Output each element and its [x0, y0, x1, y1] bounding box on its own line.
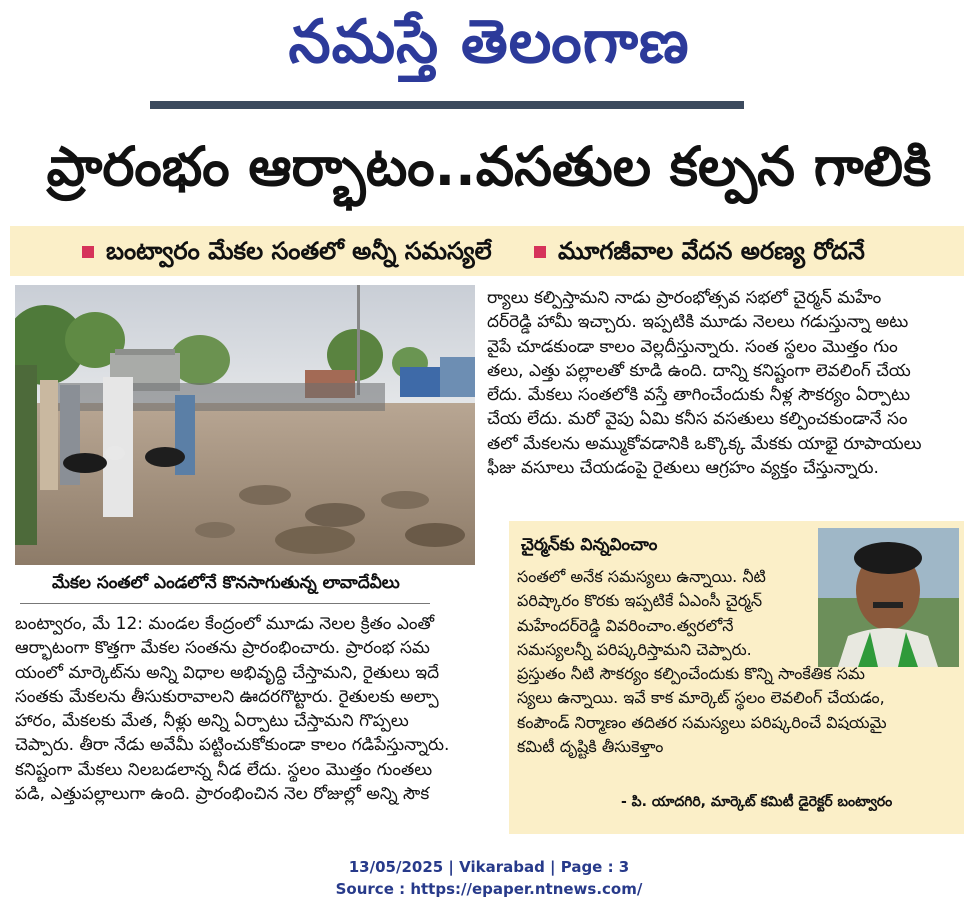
- newspaper-logo: నమస్తే తెలంగాణ: [288, 7, 690, 77]
- body-line: హారం, మేకలకు మేత, నీళ్లు అన్ని ఏర్పాటు చేస్తామని గొప్పలు: [15, 711, 409, 732]
- quote-attribution: - పి. యాదగిరి, మార్కెట్ కమిటీ డైరెక్టర్ బంట్వారం: [621, 794, 893, 810]
- quote-line: కమిటీ దృష్టికి తీసుకెళ్తాం: [517, 737, 664, 757]
- subhead-band: [10, 226, 964, 276]
- quote-line: మహేందర్‌రెడ్డి వివరించాం.త్వరలోనే: [517, 615, 734, 635]
- body-line: తలు, ఎత్తు పల్లాలతో కూడి ఉంది. దాన్ని కనిష్టంగా లెవలింగ్ చేయ: [487, 360, 911, 381]
- quote-line: సంతలో అనేక సమస్యలు ఉన్నాయి. నీటి: [517, 567, 766, 586]
- subhead-2: [534, 237, 865, 265]
- quote-line: స్యలు ఉన్నాయి. ఇవే కాక మార్కెట్ స్థలం లెవలింగ్ చేయడం,: [517, 688, 885, 708]
- quote-line: ప్రస్తుతం నీటి సౌకర్యం కల్పించేందుకు కొన్ని సాంకేతిక సమ: [517, 664, 865, 684]
- quote-line: కంపౌండ్ నిర్మాణం తదితర సమస్యలు పరిష్కరించే విషయమై: [517, 712, 887, 732]
- body-line: ఆర్భాటంగా కొత్తగా మేకల సంతను ప్రారంభించారు. ప్రారంభ సమ: [15, 638, 430, 659]
- body-line: సంతకు మేకలను తీసుకురావాలని ఊదరగొట్టారు. రైతులకు అల్పా: [15, 686, 439, 707]
- body-line: వైపే చూడకుండా కాలం వెల్లదీస్తున్నారు. సంత స్థలం మొత్తం గుం: [487, 336, 898, 357]
- body-line: బంట్వారం, మే 12: మండల కేంద్రంలో మూడు నెలల క్రితం ఎంతో: [15, 614, 435, 634]
- quote-box-text: [517, 565, 957, 759]
- subhead-1: [82, 237, 492, 265]
- caption-divider: [20, 603, 430, 604]
- body-line: ఫీజు వసూలు చేయడంపై రైతులు ఆగ్రహం వ్యక్తం చేస్తున్నారు.: [487, 458, 879, 479]
- edition-info: 13/05/2025 | Vikarabad | Page : 3: [348, 858, 630, 876]
- body-line: పడి, ఎత్తుపల్లాలుగా ఉంది. ప్రారంభించిన నెల రోజుల్లో అన్ని సౌక: [15, 784, 430, 805]
- body-line: లేదు. మేకలు సంతలోకి వస్తే తాగించేందుకు నీళ్ల సౌకర్యం ఏర్పాటు: [487, 385, 911, 406]
- body-line: దర్‌రెడ్డి హామీ ఇచ్చారు. ఇప్పటికి మూడు నెలలు గడుస్తున్నా అటు: [487, 312, 909, 333]
- body-line: చేయ లేదు. మరో వైపు ఏమి కనీస వసతులు కల్పించకుండానే సం: [487, 409, 908, 430]
- quote-box: [509, 521, 964, 834]
- photo-caption: మేకల సంతలో ఎండలోనే కొనసాగుతున్న లావాదేవీలు: [52, 573, 400, 593]
- quote-line: పరిష్కారం కొరకు ఇప్పటికే ఏఎంసీ చైర్మన్: [517, 591, 763, 611]
- masthead-divider: [150, 101, 744, 109]
- body-line: యంలో మార్కెట్‌ను అన్ని విధాల అభివృద్ధి చేస్తామని, రైతులు ఇదే: [15, 662, 440, 683]
- body-line: ర్యాలు కల్పిస్తామని నాడు ప్రారంభోత్సవ సభలో చైర్మన్ మహేం: [487, 288, 882, 308]
- article-body-right: [487, 286, 967, 480]
- quote-line: సమస్యలన్నీ పరిష్కరిస్తామని చెప్పారు.: [517, 639, 752, 659]
- article-body-left: [15, 612, 477, 806]
- source-link[interactable]: Source : https://epaper.ntnews.com/: [335, 880, 643, 898]
- body-line: కనిష్టంగా మేకలు నిలబడలాన్న నీడ లేదు. స్థలం మొత్తం గుంతలు: [15, 759, 433, 780]
- body-line: తలో మేకలను అమ్ముకోవడానికి ఒక్కొక్క మేకకు యాభై రూపాయలు: [487, 433, 922, 454]
- goat-market-photo: [15, 285, 475, 565]
- bullet-icon: [534, 246, 546, 258]
- masthead: [0, 0, 978, 90]
- body-line: చెప్పారు. తీరా నేడు అవేమీ పట్టించుకోకుండా కాలం గడిపేస్తున్నారు.: [15, 735, 450, 756]
- bullet-icon: [82, 246, 94, 258]
- article-headline: ప్రారంభం ఆర్భాటం..వసతుల కల్పన గాలికి: [46, 135, 932, 198]
- quote-box-title: చైర్మన్‌కు విన్నవించాం: [521, 535, 658, 555]
- subhead-1-text: బంట్వారం మేకల సంతలో అన్నీ సమస్యలే: [106, 237, 492, 265]
- subhead-2-text: మూగజీవాల వేదన అరణ్య రోదనే: [558, 237, 865, 265]
